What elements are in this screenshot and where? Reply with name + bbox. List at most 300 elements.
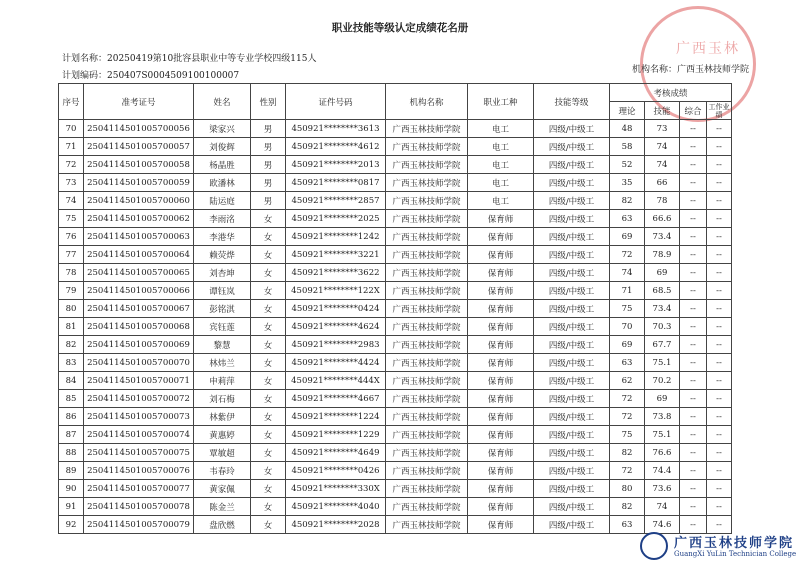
- table-row: [59, 156, 732, 174]
- cell-skill: 74: [645, 156, 680, 174]
- cell-level: 四级/中级工: [534, 138, 610, 156]
- cell-skill: 67.7: [645, 336, 680, 354]
- table-row: [59, 228, 732, 246]
- cell-org: 广西玉林技师学院: [386, 300, 468, 318]
- cell-gender: 男: [251, 192, 286, 210]
- cell-org: 广西玉林技师学院: [386, 138, 468, 156]
- table-body: [59, 120, 732, 534]
- cell-skill: 78.9: [645, 246, 680, 264]
- cell-name: 盘欣燃: [194, 516, 251, 534]
- cell-theory: 69: [610, 228, 645, 246]
- cell-gender: 女: [251, 228, 286, 246]
- cell-seq: 80: [59, 300, 84, 318]
- table-row: [59, 246, 732, 264]
- table-row: [59, 444, 732, 462]
- cell-name: 黄惠婷: [194, 426, 251, 444]
- cell-level: 四级/中级工: [534, 426, 610, 444]
- cell-seq: 77: [59, 246, 84, 264]
- cell-id-no: 450921********4624: [286, 318, 386, 336]
- cell-work: --: [707, 300, 732, 318]
- cell-skill: 73.4: [645, 300, 680, 318]
- header-name: 姓名: [194, 84, 251, 120]
- cell-exam-no: 2504114501005700058: [84, 156, 194, 174]
- cell-theory: 72: [610, 408, 645, 426]
- cell-comprehensive: --: [680, 156, 707, 174]
- cell-org: 广西玉林技师学院: [386, 462, 468, 480]
- cell-exam-no: 2504114501005700077: [84, 480, 194, 498]
- cell-theory: 63: [610, 210, 645, 228]
- cell-comprehensive: --: [680, 264, 707, 282]
- cell-org: 广西玉林技师学院: [386, 228, 468, 246]
- cell-skill: 73: [645, 120, 680, 138]
- cell-occupation: 保育师: [468, 408, 534, 426]
- table-row: [59, 318, 732, 336]
- cell-org: 广西玉林技师学院: [386, 408, 468, 426]
- table-row: [59, 138, 732, 156]
- cell-seq: 79: [59, 282, 84, 300]
- cell-theory: 82: [610, 498, 645, 516]
- cell-org: 广西玉林技师学院: [386, 426, 468, 444]
- official-seal-text: 广西玉林: [676, 41, 740, 57]
- cell-seq: 86: [59, 408, 84, 426]
- cell-level: 四级/中级工: [534, 228, 610, 246]
- cell-id-no: 450921********4424: [286, 354, 386, 372]
- cell-theory: 72: [610, 462, 645, 480]
- cell-theory: 75: [610, 300, 645, 318]
- cell-exam-no: 2504114501005700065: [84, 264, 194, 282]
- college-logo-cn: 广西玉林技师学院: [674, 536, 795, 551]
- cell-seq: 76: [59, 228, 84, 246]
- cell-occupation: 保育师: [468, 282, 534, 300]
- cell-org: 广西玉林技师学院: [386, 354, 468, 372]
- cell-comprehensive: --: [680, 210, 707, 228]
- table-row: [59, 282, 732, 300]
- cell-gender: 女: [251, 408, 286, 426]
- cell-level: 四级/中级工: [534, 282, 610, 300]
- cell-org: 广西玉林技师学院: [386, 390, 468, 408]
- cell-id-no: 450921********4649: [286, 444, 386, 462]
- cell-theory: 75: [610, 426, 645, 444]
- cell-occupation: 保育师: [468, 372, 534, 390]
- cell-level: 四级/中级工: [534, 462, 610, 480]
- cell-org: 广西玉林技师学院: [386, 156, 468, 174]
- cell-name: 欧潘林: [194, 174, 251, 192]
- cell-gender: 男: [251, 174, 286, 192]
- cell-work: --: [707, 156, 732, 174]
- cell-gender: 男: [251, 138, 286, 156]
- cell-id-no: 450921********330X: [286, 480, 386, 498]
- header-org: 机构名称: [386, 84, 468, 120]
- cell-name: 杨晶胜: [194, 156, 251, 174]
- cell-level: 四级/中级工: [534, 318, 610, 336]
- cell-id-no: 450921********0426: [286, 462, 386, 480]
- cell-occupation: 保育师: [468, 444, 534, 462]
- cell-seq: 74: [59, 192, 84, 210]
- cell-org: 广西玉林技师学院: [386, 444, 468, 462]
- cell-seq: 83: [59, 354, 84, 372]
- cell-gender: 女: [251, 426, 286, 444]
- cell-name: 宾钰莲: [194, 318, 251, 336]
- cell-work: --: [707, 120, 732, 138]
- cell-skill: 76.6: [645, 444, 680, 462]
- cell-exam-no: 2504114501005700057: [84, 138, 194, 156]
- table-row: [59, 516, 732, 534]
- cell-comprehensive: --: [680, 282, 707, 300]
- header-gender: 性别: [251, 84, 286, 120]
- cell-occupation: 保育师: [468, 264, 534, 282]
- cell-id-no: 450921********1224: [286, 408, 386, 426]
- table-row: [59, 354, 732, 372]
- cell-level: 四级/中级工: [534, 192, 610, 210]
- cell-id-no: 450921********1242: [286, 228, 386, 246]
- cell-work: --: [707, 426, 732, 444]
- cell-seq: 92: [59, 516, 84, 534]
- table-row: [59, 498, 732, 516]
- cell-id-no: 450921********0424: [286, 300, 386, 318]
- cell-work: --: [707, 480, 732, 498]
- cell-exam-no: 2504114501005700072: [84, 390, 194, 408]
- cell-seq: 71: [59, 138, 84, 156]
- header-id-no: 证件号码: [286, 84, 386, 120]
- header-work: 工作业绩: [708, 102, 730, 119]
- cell-seq: 90: [59, 480, 84, 498]
- cell-comprehensive: --: [680, 138, 707, 156]
- cell-occupation: 保育师: [468, 300, 534, 318]
- cell-name: 林炜兰: [194, 354, 251, 372]
- score-table: [58, 83, 732, 534]
- college-logo: [640, 530, 800, 562]
- cell-theory: 63: [610, 354, 645, 372]
- cell-id-no: 450921********1229: [286, 426, 386, 444]
- cell-id-no: 450921********3221: [286, 246, 386, 264]
- cell-work: --: [707, 354, 732, 372]
- cell-seq: 72: [59, 156, 84, 174]
- cell-theory: 70: [610, 318, 645, 336]
- cell-comprehensive: --: [680, 354, 707, 372]
- table-row: [59, 192, 732, 210]
- cell-skill: 78: [645, 192, 680, 210]
- cell-name: 刘石梅: [194, 390, 251, 408]
- cell-work: --: [707, 174, 732, 192]
- table-row: [59, 120, 732, 138]
- cell-work: --: [707, 138, 732, 156]
- cell-comprehensive: --: [680, 246, 707, 264]
- table-row: [59, 174, 732, 192]
- cell-seq: 75: [59, 210, 84, 228]
- table-row: [59, 300, 732, 318]
- cell-level: 四级/中级工: [534, 444, 610, 462]
- cell-id-no: 450921********2857: [286, 192, 386, 210]
- cell-work: --: [707, 192, 732, 210]
- cell-exam-no: 2504114501005700073: [84, 408, 194, 426]
- cell-level: 四级/中级工: [534, 372, 610, 390]
- cell-work: --: [707, 264, 732, 282]
- cell-work: --: [707, 498, 732, 516]
- cell-name: 刘杏坤: [194, 264, 251, 282]
- cell-seq: 81: [59, 318, 84, 336]
- header-scores: 考核成绩: [610, 84, 732, 102]
- cell-id-no: 450921********2983: [286, 336, 386, 354]
- cell-name: 申莉萍: [194, 372, 251, 390]
- table-row: [59, 372, 732, 390]
- cell-theory: 62: [610, 372, 645, 390]
- cell-name: 刘俊辉: [194, 138, 251, 156]
- cell-org: 广西玉林技师学院: [386, 120, 468, 138]
- college-logo-en: GuangXi YuLin Technician College: [674, 550, 797, 558]
- cell-seq: 73: [59, 174, 84, 192]
- cell-gender: 女: [251, 246, 286, 264]
- cell-comprehensive: --: [680, 120, 707, 138]
- cell-org: 广西玉林技师学院: [386, 192, 468, 210]
- cell-org: 广西玉林技师学院: [386, 480, 468, 498]
- cell-work: --: [707, 372, 732, 390]
- cell-exam-no: 2504114501005700060: [84, 192, 194, 210]
- table-row: [59, 462, 732, 480]
- header-seq: 序号: [59, 84, 84, 120]
- cell-name: 韦春玲: [194, 462, 251, 480]
- cell-exam-no: 2504114501005700063: [84, 228, 194, 246]
- cell-occupation: 电工: [468, 156, 534, 174]
- cell-skill: 70.2: [645, 372, 680, 390]
- cell-org: 广西玉林技师学院: [386, 516, 468, 534]
- cell-org: 广西玉林技师学院: [386, 336, 468, 354]
- cell-theory: 80: [610, 480, 645, 498]
- cell-comprehensive: --: [680, 498, 707, 516]
- cell-org: 广西玉林技师学院: [386, 372, 468, 390]
- cell-comprehensive: --: [680, 318, 707, 336]
- cell-level: 四级/中级工: [534, 300, 610, 318]
- cell-occupation: 保育师: [468, 336, 534, 354]
- cell-occupation: 保育师: [468, 318, 534, 336]
- table-header-row: [59, 84, 732, 102]
- cell-name: 彭铭淇: [194, 300, 251, 318]
- cell-gender: 女: [251, 300, 286, 318]
- cell-theory: 82: [610, 444, 645, 462]
- cell-org: 广西玉林技师学院: [386, 498, 468, 516]
- cell-exam-no: 2504114501005700062: [84, 210, 194, 228]
- cell-exam-no: 2504114501005700069: [84, 336, 194, 354]
- cell-comprehensive: --: [680, 228, 707, 246]
- cell-org: 广西玉林技师学院: [386, 174, 468, 192]
- cell-work: --: [707, 228, 732, 246]
- cell-skill: 73.8: [645, 408, 680, 426]
- cell-exam-no: 2504114501005700076: [84, 462, 194, 480]
- cell-exam-no: 2504114501005700064: [84, 246, 194, 264]
- cell-id-no: 450921********122X: [286, 282, 386, 300]
- cell-comprehensive: --: [680, 444, 707, 462]
- table-row: [59, 390, 732, 408]
- cell-exam-no: 2504114501005700059: [84, 174, 194, 192]
- cell-id-no: 450921********4667: [286, 390, 386, 408]
- cell-gender: 女: [251, 516, 286, 534]
- cell-exam-no: 2504114501005700070: [84, 354, 194, 372]
- cell-theory: 72: [610, 246, 645, 264]
- cell-id-no: 450921********2028: [286, 516, 386, 534]
- cell-skill: 74: [645, 498, 680, 516]
- table-row: [59, 264, 732, 282]
- cell-org: 广西玉林技师学院: [386, 318, 468, 336]
- cell-work: --: [707, 462, 732, 480]
- cell-org: 广西玉林技师学院: [386, 210, 468, 228]
- cell-theory: 35: [610, 174, 645, 192]
- cell-id-no: 450921********0817: [286, 174, 386, 192]
- cell-occupation: 保育师: [468, 210, 534, 228]
- cell-occupation: 电工: [468, 138, 534, 156]
- cell-gender: 女: [251, 444, 286, 462]
- cell-theory: 63: [610, 516, 645, 534]
- cell-theory: 69: [610, 336, 645, 354]
- cell-comprehensive: --: [680, 390, 707, 408]
- cell-exam-no: 2504114501005700056: [84, 120, 194, 138]
- cell-level: 四级/中级工: [534, 336, 610, 354]
- cell-comprehensive: --: [680, 192, 707, 210]
- cell-skill: 74.4: [645, 462, 680, 480]
- cell-work: --: [707, 282, 732, 300]
- cell-name: 陈金兰: [194, 498, 251, 516]
- cell-id-no: 450921********444X: [286, 372, 386, 390]
- org-name: 机构名称：广西玉林技师学院: [632, 65, 750, 75]
- cell-comprehensive: --: [680, 480, 707, 498]
- cell-org: 广西玉林技师学院: [386, 246, 468, 264]
- cell-level: 四级/中级工: [534, 516, 610, 534]
- cell-seq: 82: [59, 336, 84, 354]
- cell-theory: 52: [610, 156, 645, 174]
- cell-skill: 75.1: [645, 354, 680, 372]
- cell-skill: 69: [645, 390, 680, 408]
- cell-skill: 73.4: [645, 228, 680, 246]
- cell-occupation: 保育师: [468, 246, 534, 264]
- cell-gender: 女: [251, 462, 286, 480]
- document-title: 职业技能等级认定成绩花名册: [331, 22, 469, 34]
- cell-org: 广西玉林技师学院: [386, 264, 468, 282]
- cell-id-no: 450921********4040: [286, 498, 386, 516]
- cell-exam-no: 2504114501005700078: [84, 498, 194, 516]
- cell-skill: 66.6: [645, 210, 680, 228]
- cell-exam-no: 2504114501005700074: [84, 426, 194, 444]
- cell-gender: 女: [251, 354, 286, 372]
- cell-theory: 72: [610, 390, 645, 408]
- cell-occupation: 保育师: [468, 228, 534, 246]
- cell-name: 黎慧: [194, 336, 251, 354]
- cell-gender: 男: [251, 156, 286, 174]
- cell-skill: 66: [645, 174, 680, 192]
- cell-skill: 74: [645, 138, 680, 156]
- cell-gender: 女: [251, 498, 286, 516]
- cell-level: 四级/中级工: [534, 156, 610, 174]
- cell-id-no: 450921********3622: [286, 264, 386, 282]
- cell-work: --: [707, 336, 732, 354]
- cell-work: --: [707, 408, 732, 426]
- cell-gender: 女: [251, 264, 286, 282]
- table-row: [59, 408, 732, 426]
- cell-theory: 82: [610, 192, 645, 210]
- cell-name: 李港华: [194, 228, 251, 246]
- header-comprehensive: 综合: [680, 102, 707, 120]
- cell-gender: 男: [251, 120, 286, 138]
- cell-comprehensive: --: [680, 516, 707, 534]
- cell-comprehensive: --: [680, 174, 707, 192]
- cell-gender: 女: [251, 480, 286, 498]
- cell-work: --: [707, 516, 732, 534]
- cell-skill: 74.6: [645, 516, 680, 534]
- cell-level: 四级/中级工: [534, 408, 610, 426]
- cell-theory: 71: [610, 282, 645, 300]
- cell-seq: 78: [59, 264, 84, 282]
- cell-comprehensive: --: [680, 462, 707, 480]
- cell-skill: 73.6: [645, 480, 680, 498]
- cell-occupation: 电工: [468, 192, 534, 210]
- cell-seq: 89: [59, 462, 84, 480]
- cell-work: --: [707, 444, 732, 462]
- cell-exam-no: 2504114501005700075: [84, 444, 194, 462]
- cell-occupation: 电工: [468, 120, 534, 138]
- header-occupation: 职业工种: [468, 84, 534, 120]
- cell-level: 四级/中级工: [534, 174, 610, 192]
- cell-level: 四级/中级工: [534, 264, 610, 282]
- cell-gender: 女: [251, 336, 286, 354]
- cell-theory: 74: [610, 264, 645, 282]
- cell-exam-no: 2504114501005700071: [84, 372, 194, 390]
- cell-gender: 女: [251, 210, 286, 228]
- cell-name: 林紫伊: [194, 408, 251, 426]
- cell-occupation: 保育师: [468, 516, 534, 534]
- cell-level: 四级/中级工: [534, 354, 610, 372]
- cell-id-no: 450921********2025: [286, 210, 386, 228]
- cell-theory: 58: [610, 138, 645, 156]
- cell-seq: 70: [59, 120, 84, 138]
- table-row: [59, 336, 732, 354]
- plan-name: 计划名称：20250419第10批容县职业中等专业学校四级115人: [62, 54, 317, 64]
- plan-code: 计划编码：250407S0004509100100007: [62, 71, 240, 81]
- cell-gender: 女: [251, 390, 286, 408]
- cell-seq: 85: [59, 390, 84, 408]
- cell-comprehensive: --: [680, 408, 707, 426]
- cell-name: 李雨洺: [194, 210, 251, 228]
- cell-name: 覃敏超: [194, 444, 251, 462]
- cell-level: 四级/中级工: [534, 480, 610, 498]
- cell-exam-no: 2504114501005700079: [84, 516, 194, 534]
- cell-skill: 70.3: [645, 318, 680, 336]
- cell-occupation: 保育师: [468, 462, 534, 480]
- cell-work: --: [707, 210, 732, 228]
- cell-seq: 87: [59, 426, 84, 444]
- cell-occupation: 保育师: [468, 480, 534, 498]
- cell-gender: 女: [251, 372, 286, 390]
- cell-level: 四级/中级工: [534, 498, 610, 516]
- cell-work: --: [707, 246, 732, 264]
- cell-occupation: 保育师: [468, 354, 534, 372]
- cell-skill: 68.5: [645, 282, 680, 300]
- cell-work: --: [707, 390, 732, 408]
- cell-skill: 75.1: [645, 426, 680, 444]
- cell-level: 四级/中级工: [534, 246, 610, 264]
- cell-seq: 84: [59, 372, 84, 390]
- cell-name: 梁家兴: [194, 120, 251, 138]
- cell-comprehensive: --: [680, 426, 707, 444]
- cell-name: 赖荧烨: [194, 246, 251, 264]
- cell-level: 四级/中级工: [534, 120, 610, 138]
- table-row: [59, 426, 732, 444]
- cell-occupation: 电工: [468, 174, 534, 192]
- header-theory: 理论: [610, 102, 645, 120]
- header-level: 技能等级: [534, 84, 610, 120]
- cell-org: 广西玉林技师学院: [386, 282, 468, 300]
- cell-id-no: 450921********4612: [286, 138, 386, 156]
- cell-name: 黄家佩: [194, 480, 251, 498]
- cell-exam-no: 2504114501005700068: [84, 318, 194, 336]
- college-emblem-icon: [640, 532, 668, 560]
- cell-occupation: 保育师: [468, 498, 534, 516]
